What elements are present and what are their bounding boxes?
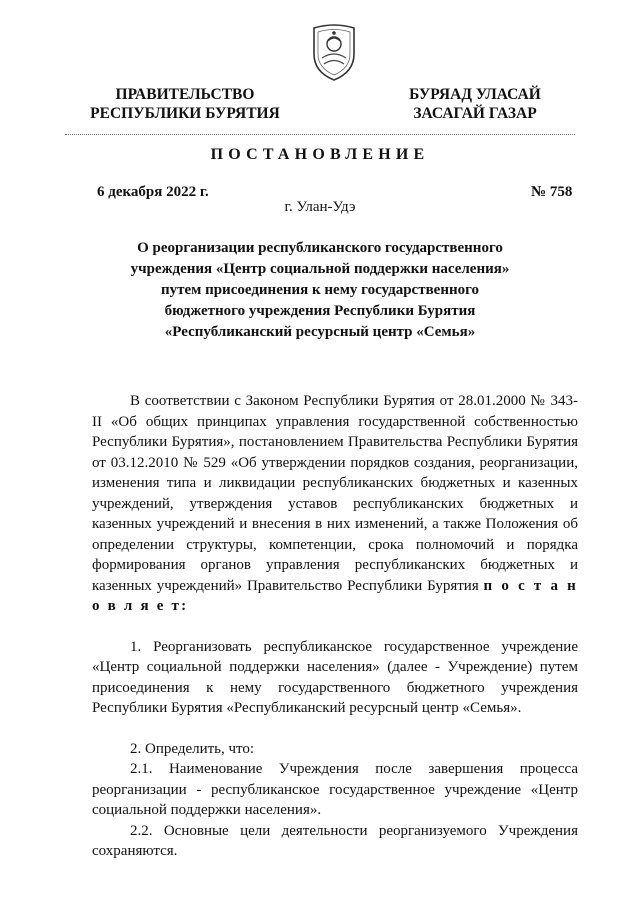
government-name-bua bbox=[375, 85, 575, 123]
document-number: № 758 bbox=[531, 184, 573, 200]
government-name-ru bbox=[80, 85, 290, 123]
preamble-text: В соответствии с Законом Республики Бурятия от 28.01.2000 № 343-II «Об общих принципах управления государственной собственностью Республики Бурятия», постановлением Правительства Республики Бурятия от 03.12.2010 № 529 «Об утверждении порядков создания, реорганизации, изменения типа и ликвидации республиканских бюджетных и казенных учреждений, утверждения уставов республиканских бюджетных и казенных учреждений и внесения в них изменений, а также Положения об определении структуры, компетенции, срока полномочий и порядка формирования органов управления республиканских бюджетных и казенных учреждений» Правительство Республики Бурятия bbox=[92, 393, 578, 594]
subject-line: бюджетного учреждения Республики Бурятия bbox=[164, 303, 476, 319]
coat-of-arms-icon bbox=[306, 20, 362, 84]
clause-2-1: 2.1. Наименование Учреждения после завершения процесса реорганизации - республиканское государственное учреждение «Центр социальной поддержки населения». bbox=[92, 761, 578, 818]
document-body bbox=[92, 391, 578, 862]
decree-word: п о с т а н о в л я е т: bbox=[92, 577, 579, 614]
clause-2-2: 2.2. Основные цели деятельности реорганизуемого Учреждения сохраняются. bbox=[92, 822, 578, 859]
government-name-bua-line1: БУРЯАД УЛАСАЙ bbox=[409, 86, 541, 103]
government-name-ru-line1: ПРАВИТЕЛЬСТВО bbox=[115, 86, 255, 103]
header-divider bbox=[65, 134, 575, 135]
government-name-bua-line2: ЗАСАГАЙ ГАЗАР bbox=[413, 105, 537, 122]
document-city: г. Улан-Удэ bbox=[284, 199, 356, 215]
subject-line: учреждения «Центр социальной поддержки населения» bbox=[130, 261, 510, 277]
clause-2: 2. Определить, что: bbox=[130, 740, 255, 757]
document-date: 6 декабря 2022 г. bbox=[97, 184, 209, 200]
government-name-ru-line2: РЕСПУБЛИКИ БУРЯТИЯ bbox=[90, 105, 280, 122]
document-subject bbox=[110, 238, 530, 343]
document-type: ПОСТАНОВЛЕНИЕ bbox=[210, 146, 430, 163]
subject-line: О реорганизации республиканского государственного bbox=[137, 240, 503, 256]
subject-line: «Республиканский ресурсный центр «Семья» bbox=[164, 324, 476, 340]
subject-line: путем присоединения к нему государственного bbox=[160, 282, 480, 298]
clause-1: 1. Реорганизовать республиканское государственное учреждение «Центр социальной поддержки населения» (далее - Учреждение) путем присоединения к нему государственного бюджетного учреждения Республики Бурятия «Республиканский ресурсный центр «Семья». bbox=[92, 638, 578, 716]
preamble-paragraph bbox=[92, 391, 578, 617]
